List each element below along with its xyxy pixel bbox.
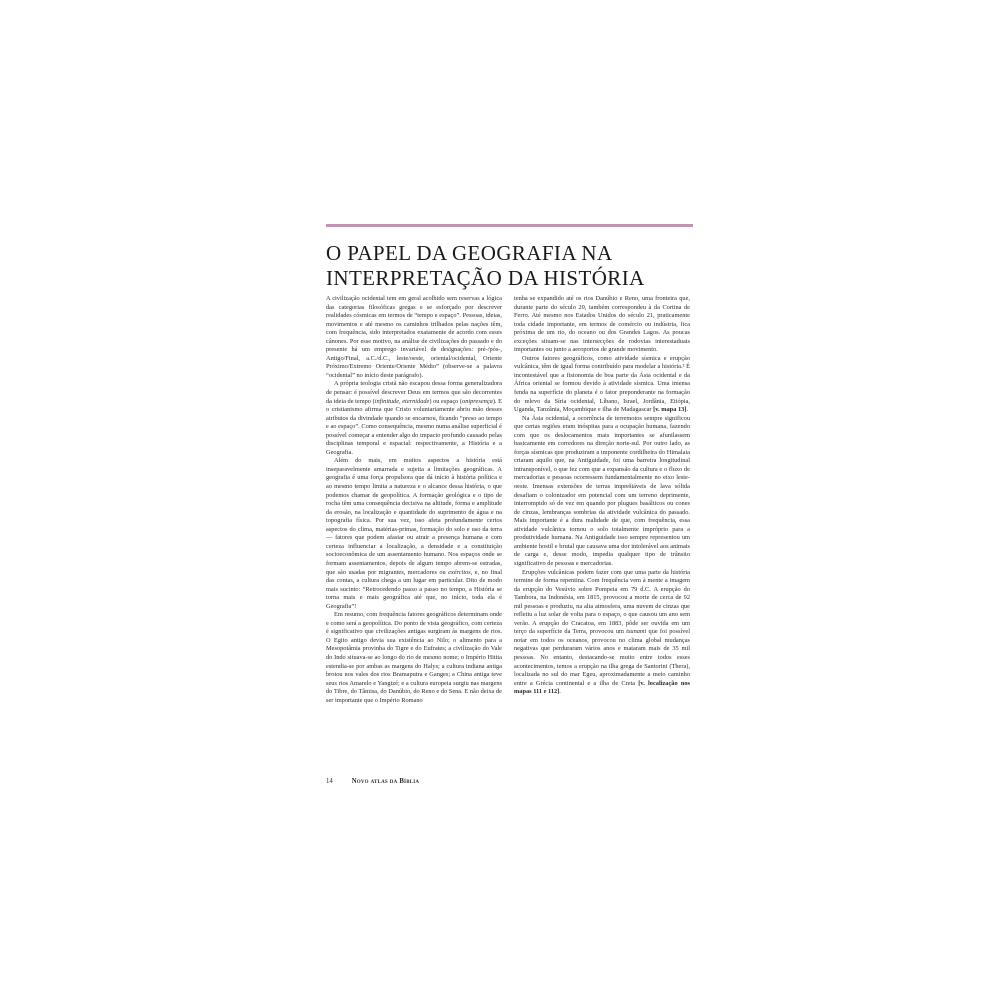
paragraph: Além do mais, em muitos aspectos a história está inseparavelmente amarrada e sujeita a limitações geográficas. A geografia é uma força propulsora que dá início à história política e ao mesmo tempo limita a natureza e o alcance dessa história, o que podemos chamar de geopolítica. A formação geológica e o tipo de rocha têm uma consequência decisiva na altitude, forma e amplitude da erosão, na localização e quantidade do suprimento de água e na topografia física. Por sua vez, isso afeta profundamente certos aspectos do clima, matérias-primas, formação do solo e uso da terra — fatores que podem afastar ou atrair a presença humana e com certeza influenciar a localização, a densidade e a constituição socioeconômica de um assentamento humano. Nos espaços onde se formam assentamentos, depois de algum tempo abrem-se estradas, que são usadas por migrantes, mercadores ou exércitos, e, no final das contas, a cultura chega a um lugar em particular. Dito de modo mais sucinto: “Retrocedendo passo a passo no tempo, a História se torna mais e mais geográfica até que, no início, toda ela é Geografia”! bbox=[326, 457, 502, 610]
paragraph: Em resumo, com frequência fatores geográficos determinam onde e como será a geopolítica. Do ponto de vista geográfico, com certeza é significativo que civilizações antigas surgiram às margens de rios. O Egito antigo devia sua existência ao Nilo; o alimento para a Mesopotâmia provinha do Tigre e do Eufrates; a civilização do Vale do Indo situava-se ao longo do rio de mesmo nome; o Império Hitita estendia-se por ambas as margens do Halys; a cultura indiana antiga brotou nos vales dos rios Bramaputra e Ganges; a China antiga teve seus rios Amarelo e Yangtzé; e a cultura europeia surgiu nas margens do Tibre, do Tâmisa, do Danúbio, do Reno e do Sena. E não deixa de ser importante que o Império Romano bbox=[326, 611, 502, 704]
left-column bbox=[326, 295, 502, 765]
paragraph: A civilização ocidental tem em geral acolhido sem reservas a lógica das categorias filosóficas gregas e se esforçado por descrever realidades cósmicas em termos de “tempo e espaço”. Pessoas, ideias, movimentos e até mesmo os caminhos trilhados pelas nações têm, com frequência, sido interpretados exatamente de acordo com esses cânones. Por esse motivo, na análise de civilizações do passado e do presente há um emprego invariável de designações: pré-/pós-, Antigo/Final, a.C./d.C., leste/oeste, oriental/ocidental, Oriente Próximo/Extremo Oriente/Oriente Médio” (observe-se a palavra “ocidental” no início deste parágrafo). bbox=[326, 295, 502, 379]
page-footer bbox=[326, 777, 696, 786]
paragraph: Outros fatores geográficos, como atividade sísmica e erupção vulcânica, têm de igual forma contribuído para modelar a história.² É incontestável que a fisionomia de boa parte da Ásia ocidental e da África oriental se formou devido à atividade sísmica. Uma imensa fenda na superfície do planeta é o fator preponderante na formação do relevo da Síria ocidental, Líbano, Israel, Jordânia, Etiópia, Uganda, Tanzânia, Moçambique e ilha de Madagascar [v. mapa 13]. bbox=[514, 354, 690, 414]
paragraph: tenha se expandido até os rios Danúbio e Reno, uma fronteira que, durante parte do século 20, também correspondeu à da Cortina de Ferro. Até mesmo nos Estados Unidos do século 21, praticamente toda cidade importante, em termos de comércio ou indústria, fica próxima de um rio, do oceano ou dos Grandes Lagos. As poucas exceções situam-se nas intersecções de rodovias interestaduais importantes ou junto a aeroportos de grande movimento. bbox=[514, 295, 690, 354]
paragraph: Na Ásia ocidental, a ocorrência de terremotos sempre significou que certas regiões eram inóspitas para a ocupação humana, fazendo com que os deslocamentos mais importantes se afunilassem basicamente em corredores na direção norte-sul. Por outro lado, as forças sísmicas que produziram a imponente cordilheira do Himalaia criaram aquilo que, na Antiguidade, foi uma barreira longitudinal intransponível, o que fez com que a expansão da cultura e o fluxo de mercadorias e pessoas ocorressem fundamentalmente no eixo leste-oeste. Imensas extensões de terras impreštáveis de lava sólida desafiam o colonizador em potencial com um terreno deprimente, interrompido só de vez em quando por plugues basálticos ou cones de cinzas, lembranças sombrias da atividade vulcânica do passado. Mais importante é a dura realidade de que, com frequência, essa atividade vulcânica tornou o solo totalmente impróprio para a produtividade humana. Na Antiguidade isso sempre representou um ambiente hostil e brutal que causava uma dor intolerável aos animais de carga e, desse modo, impedia qualquer tipo de trânsito significativo de pessoas e mercadorias. bbox=[514, 414, 690, 567]
page-number: 14 bbox=[326, 778, 333, 785]
book-title: Novo atlas da Bíblia bbox=[351, 778, 420, 785]
title-rule bbox=[326, 224, 693, 227]
title-line-1: O PAPEL DA GEOGRAFIA NA bbox=[326, 241, 613, 265]
map-reference: [v. localização nos mapas 111 e 112] bbox=[514, 679, 690, 696]
map-reference: [v. mapa 13] bbox=[653, 406, 687, 414]
right-column bbox=[514, 295, 690, 765]
title-line-2: INTERPRETAÇÃO DA HISTÓRIA bbox=[326, 266, 645, 290]
paragraph: A própria teologia cristã não escapou dessa forma generalizadora de pensar: é possível descrever Deus em termos que são decorrentes da ideia de tempo (infinitude, eternidade) ou espaço (onipresença). E o cristianismo afirma que Cristo voluntariamente abriu mão desses atributos da divindade quando se encarnou, ficando “preso ao tempo e ao espaço”. Como consequência, mesmo numa análise superficial é possível começar a entender algo do impacto profundo causado pelas disciplinas temporal e espacial: respectivamente, a História e a Geografia. bbox=[326, 380, 502, 456]
page-title bbox=[326, 241, 706, 291]
paragraph: Erupções vulcânicas podem fazer com que uma parte da história termine de forma repentina. Com frequência vem à mente a imagem da erupção do Vesúvio sobre Pompeia em 79 d.C. A erupção do Tambora, na Indonésia, em 1815, provocou a morte de cerca de 92 mil pessoas e produziu, na alta atmosfera, uma nuvem de cinzas que refletiu a luz solar de volta para o espaço, o que causou um ano sem verão. A erupção do Cracatoa, em 1883, pôde ser ouvida em um terço da superfície da Terra, provocou um tsunami que foi possível notar em todos os oceanos, provocou no clima global mudanças negativas que perduraram vários anos e mataram mais de 35 mil pessoas. No entanto, destacando-se muito entre todos esses acontecimentos, temos a erupção na ilha grega de Santorini (Thera), localizada no sul do mar Egeu, aproximadamente a meio caminho entre a Grécia continental e a ilha de Creta [v. localização nos mapas 111 e 112]. bbox=[514, 568, 690, 696]
